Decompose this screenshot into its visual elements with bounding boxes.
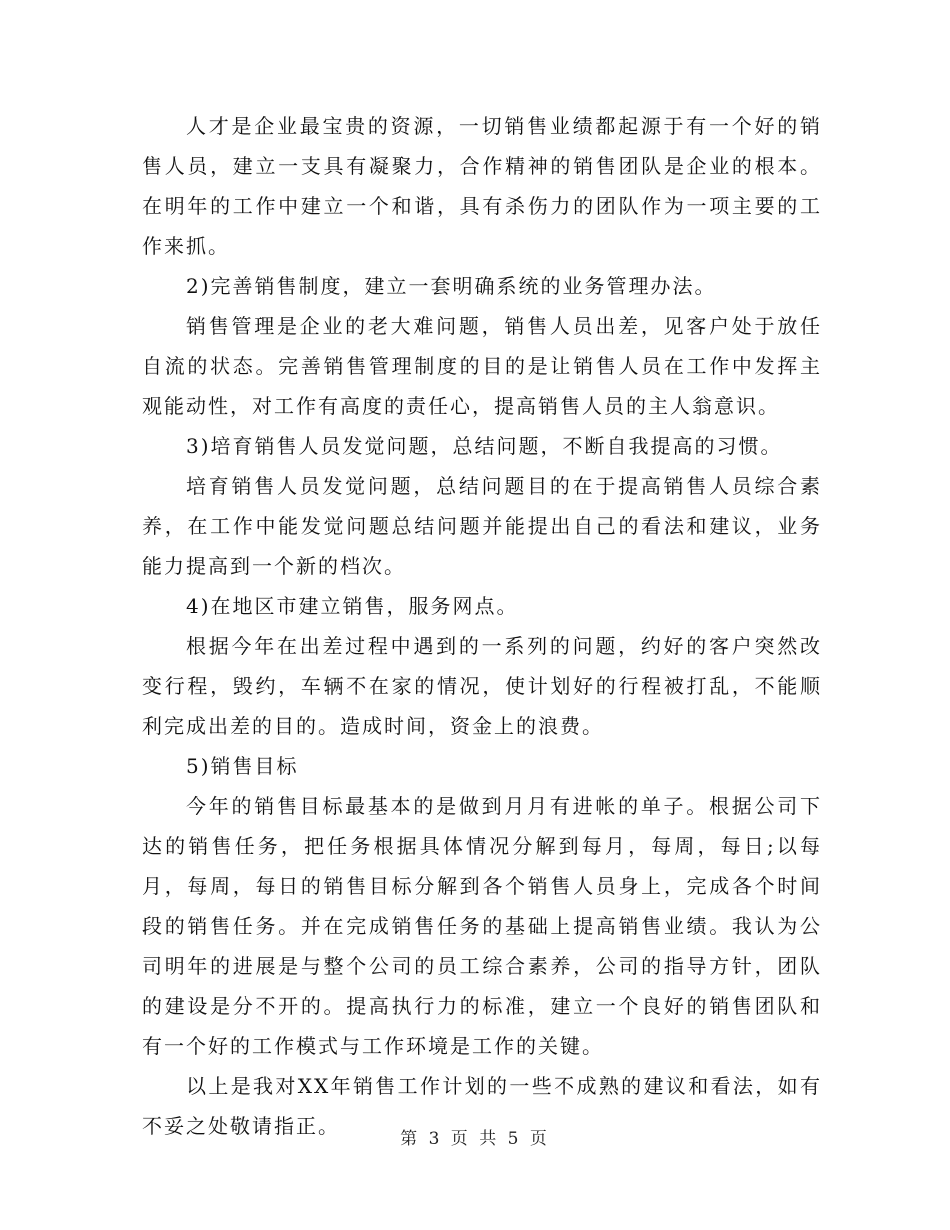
document-body (142, 106, 822, 1146)
paragraph-problem-habits: 培育销售人员发觉问题，总结问题目的在于提高销售人员综合素养，在工作中能发觉问题总结问题并能提出自己的看法和建议，业务能力提高到一个新的档次。 (142, 474, 822, 578)
heading-problem-habits: 3)培育销售人员发觉问题，总结问题，不断自我提高的习惯。 (186, 434, 783, 458)
paragraph-team: 人才是企业最宝贵的资源，一切销售业绩都起源于有一个好的销售人员，建立一支具有凝聚力，合作精神的销售团队是企业的根本。在明年的工作中建立一个和谐，具有杀伤力的团队作为一项主要的工作来抓。 (142, 114, 822, 258)
heading-service-network: 4)在地区市建立销售，服务网点。 (186, 594, 519, 618)
heading-sales-target: 5)销售目标 (186, 754, 299, 778)
paragraph-sales-management: 销售管理是企业的老大难问题，销售人员出差，见客户处于放任自流的状态。完善销售管理制度的目的是让销售人员在工作中发挥主观能动性，对工作有高度的责任心，提高销售人员的主人翁意识。 (142, 314, 822, 418)
heading-sales-system: 2)完善销售制度，建立一套明确系统的业务管理办法。 (186, 274, 717, 298)
paragraph-closing: 以上是我对XX年销售工作计划的一些不成熟的建议和看法，如有不妥之处敬请指正。 (142, 1074, 822, 1138)
page-number-footer: 第 3 页 共 5 页 (400, 1129, 550, 1149)
paragraph-sales-target: 今年的销售目标最基本的是做到月月有进帐的单子。根据公司下达的销售任务，把任务根据具体情况分解到每月，每周，每日;以每月，每周，每日的销售目标分解到各个销售人员身上，完成各个时间段的销售任务。并在完成销售任务的基础上提高销售业绩。我认为公司明年的进展是与整个公司的员工综合素养，公司的指导方针，团队的建设是分不开的。提高执行力的标准，建立一个良好的销售团队和有一个好的工作模式与工作环境是工作的关键。 (142, 794, 822, 1058)
paragraph-service-network: 根据今年在出差过程中遇到的一系列的问题，约好的客户突然改变行程，毁约，车辆不在家的情况，使计划好的行程被打乱，不能顺利完成出差的目的。造成时间，资金上的浪费。 (142, 634, 822, 738)
